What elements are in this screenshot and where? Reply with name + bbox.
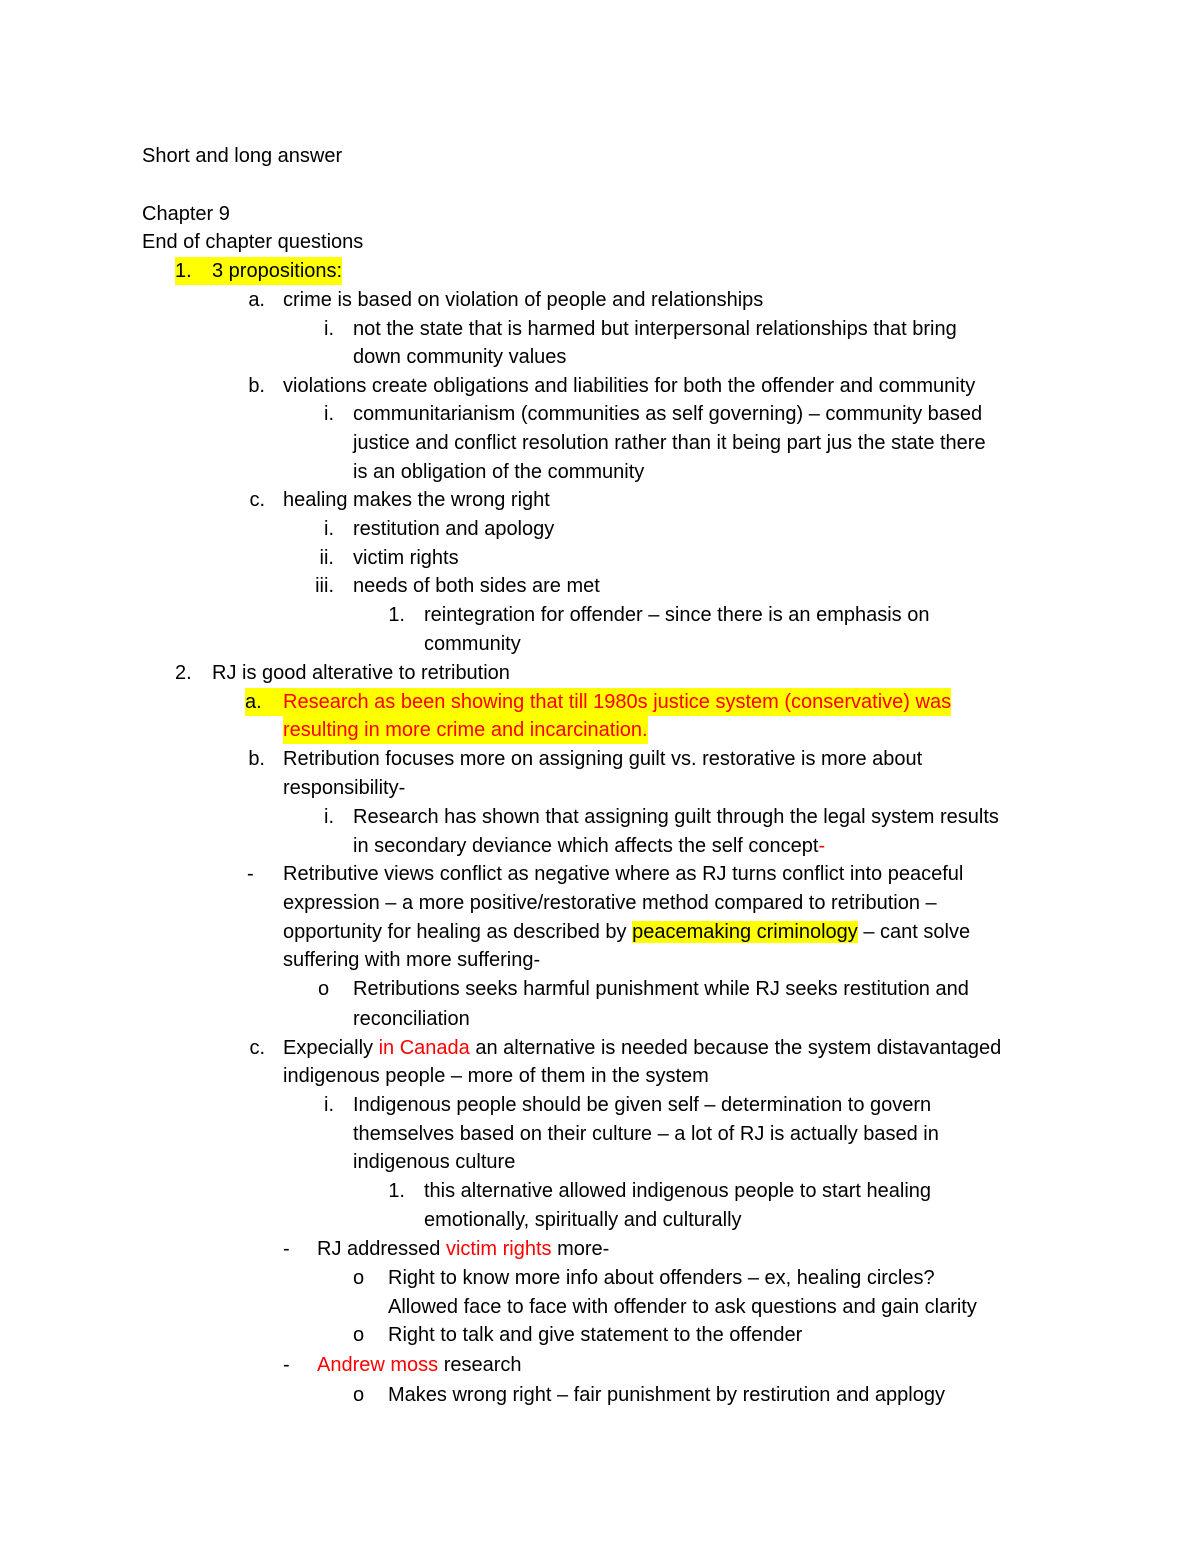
q2-b-i-line2: [353, 832, 825, 860]
doc-title: Short and long answer: [142, 145, 343, 167]
victim-rights-red: victim rights: [445, 1238, 552, 1260]
list-marker-2ci: i.: [324, 1094, 334, 1116]
list-marker-1ciii1: 1.: [388, 604, 405, 626]
bullet-o-1: o: [318, 978, 330, 1000]
q1-c-i-text: restitution and apology: [353, 518, 555, 540]
dash3-o-text: Makes wrong right – fair punishment by restirution and applogy: [388, 1384, 945, 1406]
dash-marker-3: -: [283, 1354, 290, 1376]
list-marker-2bi: i.: [324, 806, 334, 828]
list-marker-1bi: i.: [324, 403, 334, 425]
q1-a-i-line2: down community values: [353, 346, 567, 368]
list-marker-1cii: ii.: [319, 547, 334, 569]
dash1-line1: Retributive views conflict as negative where as RJ turns conflict into peaceful: [283, 863, 964, 885]
q2-a-line1: Research as been showing that till 1980s justice system (conservative) was: [283, 688, 951, 716]
dash2-o1-line2: Allowed face to face with offender to ask questions and gain clarity: [388, 1296, 977, 1318]
q1-b-i-line1: communitarianism (communities as self governing) – community based: [353, 403, 983, 425]
dash2-line: [317, 1235, 609, 1263]
dash2-pre: RJ addressed: [317, 1238, 446, 1260]
list-marker-2ci1: 1.: [388, 1180, 405, 1202]
dash2-post: more-: [551, 1238, 610, 1260]
q2-c-line1-pre: Expecially: [283, 1037, 379, 1059]
dash1-o-line1: Retributions seeks harmful punishment while RJ seeks restitution and: [353, 978, 969, 1000]
q1-heading: 3 propositions:: [205, 257, 342, 285]
q2-c-n1-line2: emotionally, spiritually and culturally: [424, 1209, 742, 1231]
dash1-line2: expression – a more positive/restorative method compared to retribution –: [283, 892, 937, 914]
q2-c-line2: indigenous people – more of them in the system: [283, 1065, 709, 1087]
bullet-o-3: o: [353, 1324, 365, 1346]
andrew-moss-red: Andrew moss: [317, 1354, 439, 1376]
dash1-line3-pre: opportunity for healing as described by: [283, 921, 633, 943]
list-marker-1a: a.: [248, 289, 265, 311]
q1-c-iii-text: needs of both sides are met: [353, 575, 600, 597]
dash2-o1-line1: Right to know more info about offenders – ex, healing circles?: [388, 1267, 935, 1289]
q2-c-i-line1: Indigenous people should be given self – determination to govern: [353, 1094, 932, 1116]
list-marker-2b: b.: [248, 748, 265, 770]
q2-b-i-line2-text: in secondary deviance which affects the self concept: [353, 835, 819, 857]
dash2-o2-text: Right to talk and give statement to the offender: [388, 1324, 803, 1346]
q2-b-i-line2-red-dash: -: [818, 835, 826, 857]
q1-a-text: crime is based on violation of people and relationships: [283, 289, 764, 311]
q2-b-i-line1: Research has shown that assigning guilt through the legal system results: [353, 806, 999, 828]
q2-heading: RJ is good alterative to retribution: [212, 662, 510, 684]
q2-c-i-line2: themselves based on their culture – a lot of RJ is actually based in: [353, 1123, 939, 1145]
dash-marker-1: -: [247, 863, 254, 885]
q1-c-text: healing makes the wrong right: [283, 489, 550, 511]
list-marker-2a: a.: [245, 688, 283, 716]
q1-b-i-line3: is an obligation of the community: [353, 461, 645, 483]
dash1-line3-post: – cant solve: [857, 921, 971, 943]
q2-a-line2: resulting in more crime and incarcination.: [283, 716, 648, 744]
q1-a-i-line1: not the state that is harmed but interpersonal relationships that bring: [353, 318, 957, 340]
dash1-line4: suffering with more suffering-: [283, 949, 541, 971]
q2-b-line2: responsibility-: [283, 777, 406, 799]
section-heading: End of chapter questions: [142, 231, 364, 253]
q1-c-n1-line2: community: [424, 633, 521, 655]
dash1-line3: [283, 918, 970, 946]
q2-b-line1: Retribution focuses more on assigning guilt vs. restorative is more about: [283, 748, 923, 770]
list-marker-2c: c.: [249, 1037, 265, 1059]
list-marker-1ciii: iii.: [315, 575, 334, 597]
dash3-line: [317, 1351, 522, 1379]
bullet-o-2: o: [353, 1267, 365, 1289]
bullet-o-4: o: [353, 1384, 365, 1406]
list-marker-1: 1.: [175, 257, 205, 285]
chapter-heading: Chapter 9: [142, 203, 230, 225]
q1-c-n1-line1: reintegration for offender – since there is an emphasis on: [424, 604, 930, 626]
q2-c-i-line3: indigenous culture: [353, 1151, 516, 1173]
dash-marker-2: -: [283, 1238, 290, 1260]
q1-c-ii-text: victim rights: [353, 547, 459, 569]
q2-c-line1: [283, 1034, 1001, 1062]
list-marker-1c: c.: [249, 489, 265, 511]
list-marker-2: 2.: [175, 662, 192, 684]
in-canada-red: in Canada: [378, 1037, 470, 1059]
q1-b-i-line2: justice and conflict resolution rather than it being part jus the state there: [353, 432, 986, 454]
q2-c-n1-line1: this alternative allowed indigenous people to start healing: [424, 1180, 932, 1202]
list-marker-1b: b.: [248, 375, 265, 397]
dash1-o-line2: reconciliation: [353, 1008, 470, 1030]
list-marker-1ai: i.: [324, 318, 334, 340]
q2-c-line1-post: an alternative is needed because the system distavantaged: [469, 1037, 1002, 1059]
peacemaking-criminology-highlight: peacemaking criminology: [632, 921, 858, 943]
dash3-post: research: [438, 1354, 522, 1376]
list-marker-1ci: i.: [324, 518, 334, 540]
q1-b-text: violations create obligations and liabilities for both the offender and community: [283, 375, 976, 397]
